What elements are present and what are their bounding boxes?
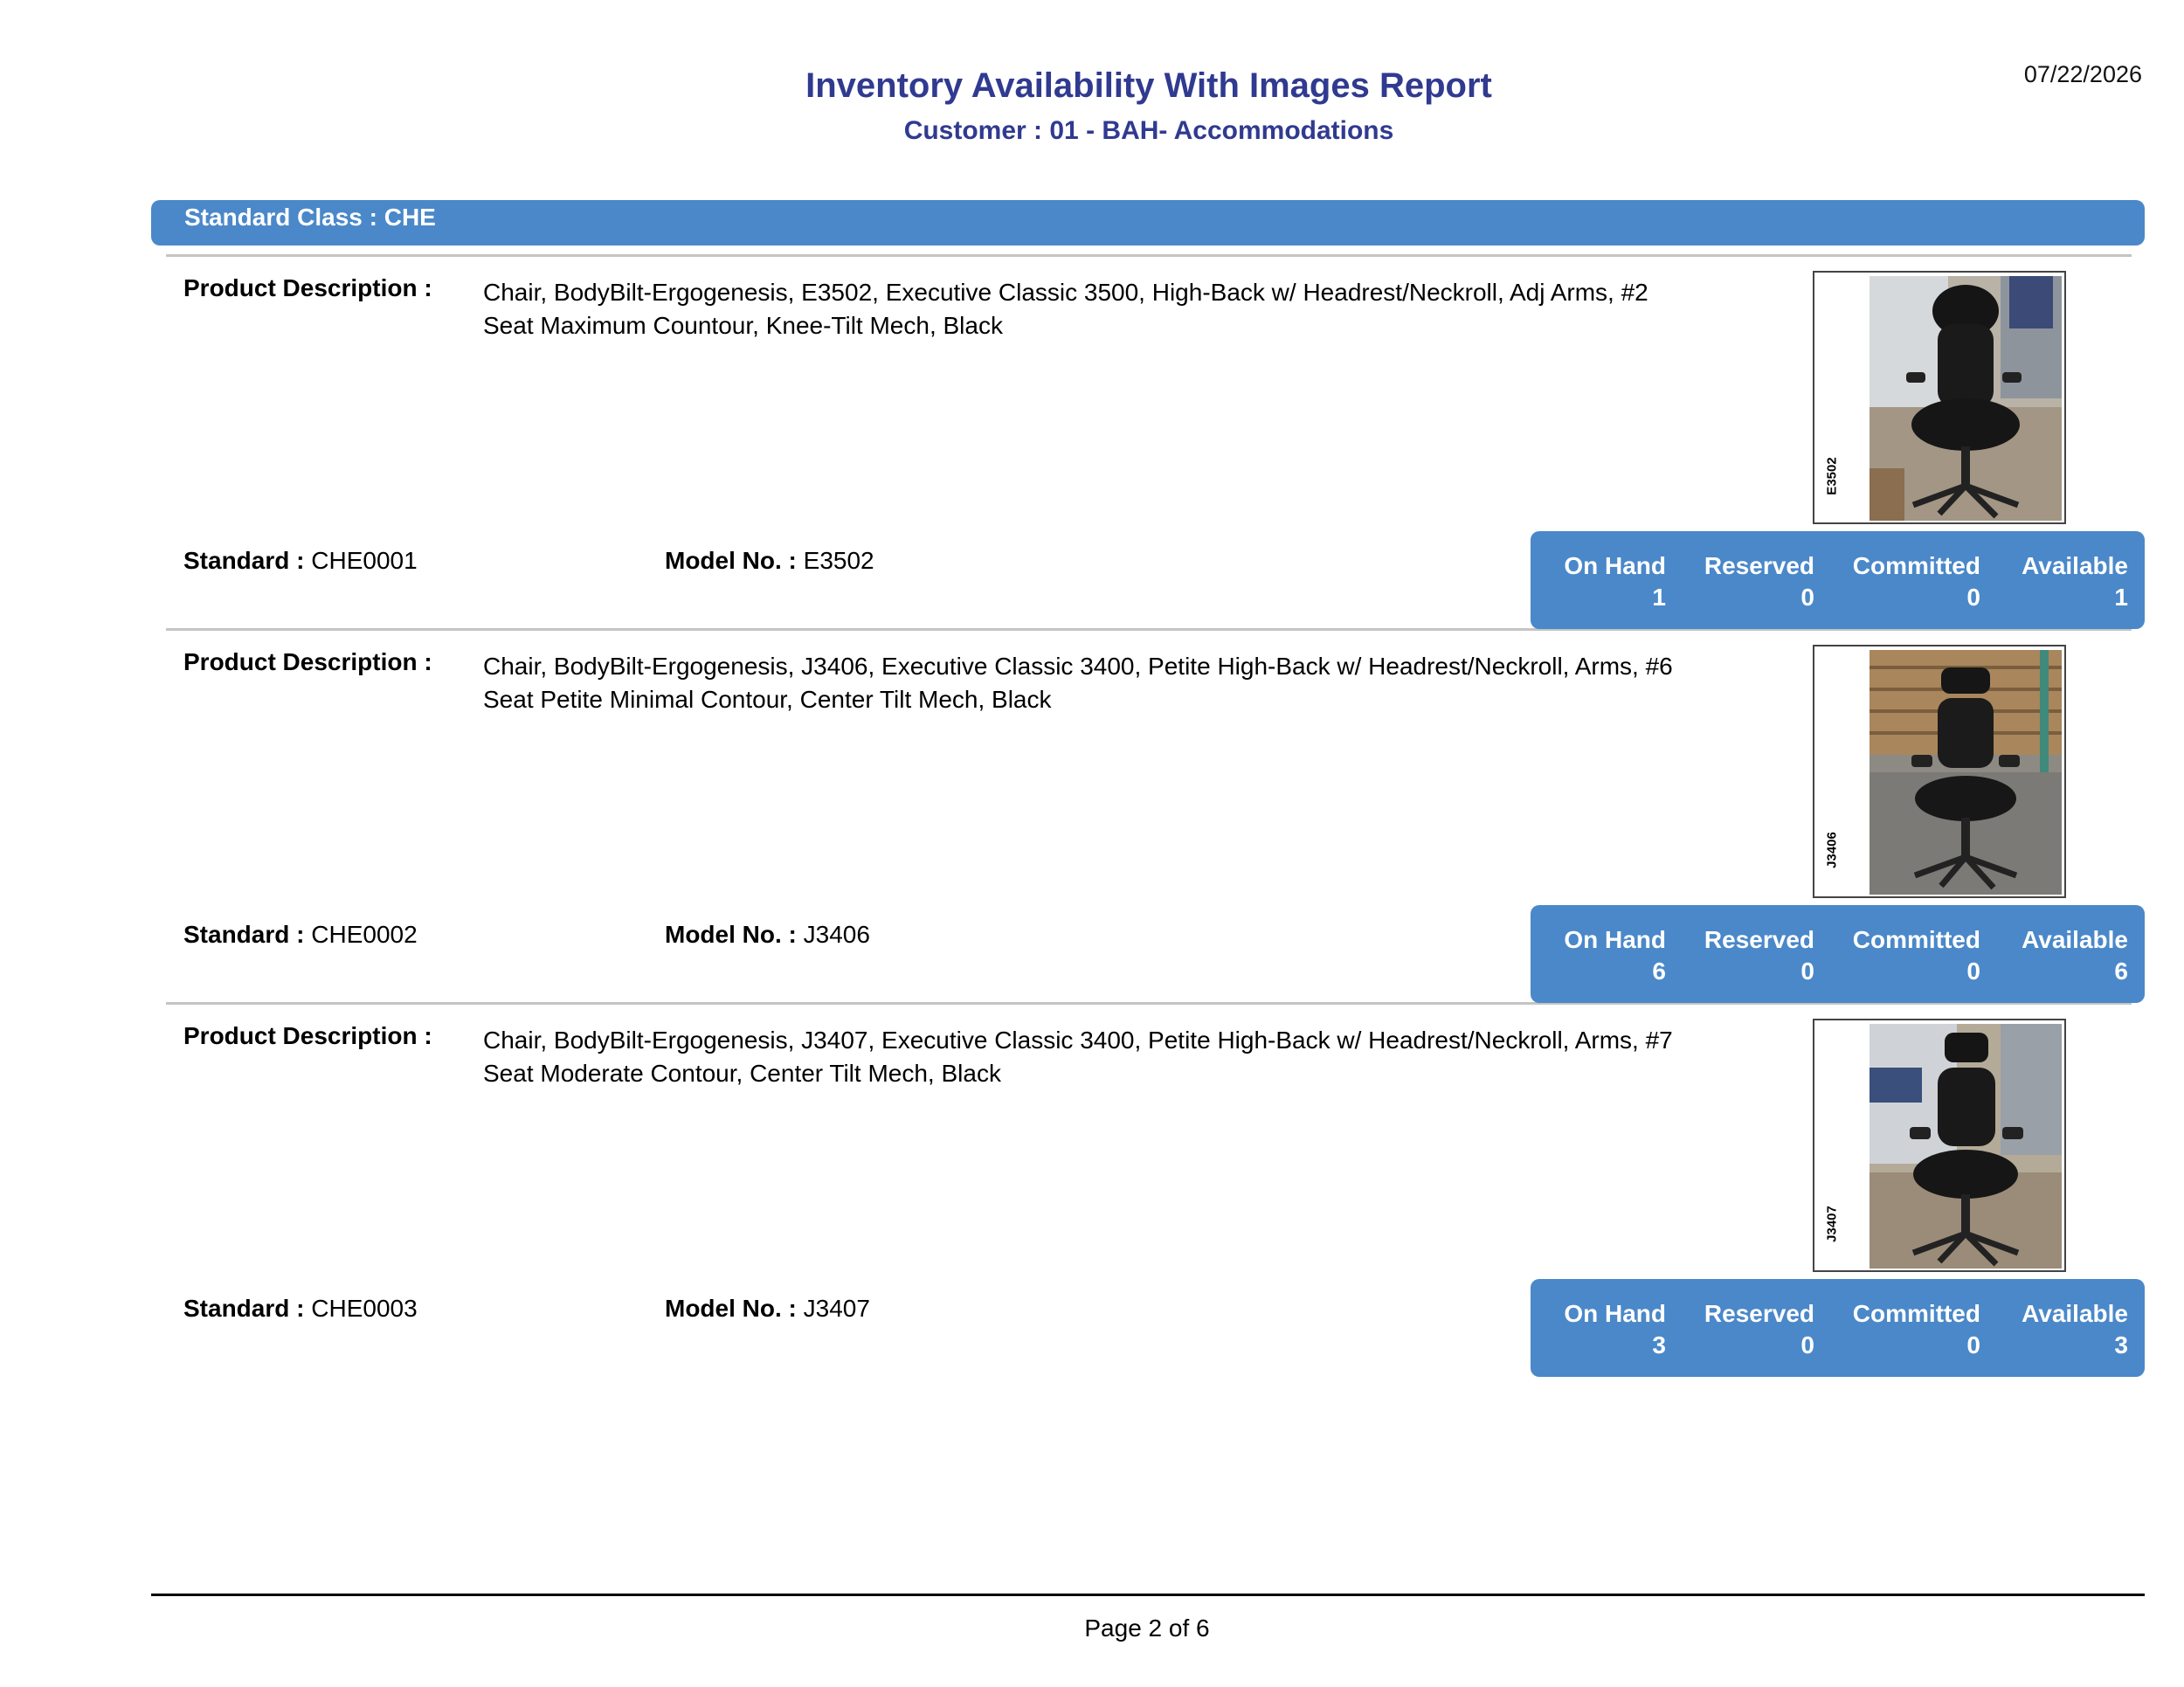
available-label: Available (2022, 552, 2128, 579)
model-value: E3502 (803, 547, 874, 574)
product-description: Chair, BodyBilt-Ergogenesis, J3406, Executive Classic 3400, Petite High-Back w/ Headrest/Neckroll, Arms, #6 Seat Petite Minimal Contour, Center Tilt Mech, Black (483, 653, 1673, 713)
report-date: 07/22/2026 (2023, 61, 2142, 87)
quantity-summary (1531, 531, 2145, 629)
footer-rule (151, 1594, 2145, 1596)
product-image (1813, 1019, 2066, 1272)
committed-value: 0 (1966, 584, 1980, 611)
image-code-label: J3406 (1824, 832, 1840, 868)
product-image (1813, 645, 2066, 898)
product-entry (0, 1005, 2184, 1379)
product-image (1813, 271, 2066, 524)
reserved-value: 0 (1800, 958, 1814, 985)
standard-value: CHE0001 (311, 547, 418, 574)
on-hand-value: 1 (1652, 584, 1666, 611)
reserved-label: Reserved (1704, 1300, 1814, 1327)
available-value: 6 (2114, 958, 2128, 985)
page-number: Page 2 of 6 (1084, 1614, 1210, 1642)
on-hand-label: On Hand (1564, 926, 1666, 953)
model-field: Model No. : J3407 (665, 1295, 870, 1322)
product-description-label: Product Description : (183, 274, 432, 301)
reserved-label: Reserved (1704, 552, 1814, 579)
model-field: Model No. : J3406 (665, 921, 870, 948)
product-description: Chair, BodyBilt-Ergogenesis, E3502, Executive Classic 3500, High-Back w/ Headrest/Neckroll, Adj Arms, #2 Seat Maximum Countour, Knee-Tilt Mech, Black (483, 279, 1648, 339)
on-hand-label: On Hand (1564, 552, 1666, 579)
chair-photo (1870, 1024, 2062, 1269)
chair-photo (1870, 650, 2062, 895)
available-value: 3 (2114, 1331, 2128, 1359)
product-entry (0, 631, 2184, 1005)
reserved-label: Reserved (1704, 926, 1814, 953)
standard-class-banner: Standard Class : CHE (151, 200, 2145, 245)
model-value: J3406 (803, 921, 870, 948)
standard-value: CHE0002 (311, 921, 418, 948)
on-hand-value: 3 (1652, 1331, 1666, 1359)
chair-photo (1870, 276, 2062, 521)
report-customer: Customer : 01 - BAH- Accommodations (903, 116, 1394, 145)
quantity-summary (1531, 905, 2145, 1003)
image-code-label: E3502 (1824, 457, 1840, 495)
committed-value: 0 (1966, 958, 1980, 985)
committed-label: Committed (1852, 1300, 1980, 1327)
available-value: 1 (2114, 584, 2128, 611)
quantity-summary (1531, 1279, 2145, 1377)
standard-field: Standard : CHE0001 (183, 547, 418, 574)
model-value: J3407 (803, 1295, 870, 1322)
product-description: Chair, BodyBilt-Ergogenesis, J3407, Executive Classic 3400, Petite High-Back w/ Headrest/Neckroll, Arms, #7 Seat Moderate Contour, Center Tilt Mech, Black (483, 1027, 1673, 1087)
on-hand-value: 6 (1652, 958, 1666, 985)
committed-label: Committed (1852, 552, 1980, 579)
standard-field: Standard : CHE0002 (183, 921, 418, 948)
reserved-value: 0 (1800, 584, 1814, 611)
standard-field: Standard : CHE0003 (183, 1295, 418, 1322)
available-label: Available (2022, 1300, 2128, 1327)
committed-label: Committed (1852, 926, 1980, 953)
reserved-value: 0 (1800, 1331, 1814, 1359)
standard-value: CHE0003 (311, 1295, 418, 1322)
image-code-label: J3407 (1824, 1206, 1840, 1242)
available-label: Available (2022, 926, 2128, 953)
product-entry (0, 257, 2184, 631)
committed-value: 0 (1966, 1331, 1980, 1359)
model-field: Model No. : E3502 (665, 547, 874, 574)
product-description-label: Product Description : (183, 1022, 432, 1049)
on-hand-label: On Hand (1564, 1300, 1666, 1327)
report-title: Inventory Availability With Images Report (805, 66, 1492, 105)
product-description-label: Product Description : (183, 648, 432, 675)
